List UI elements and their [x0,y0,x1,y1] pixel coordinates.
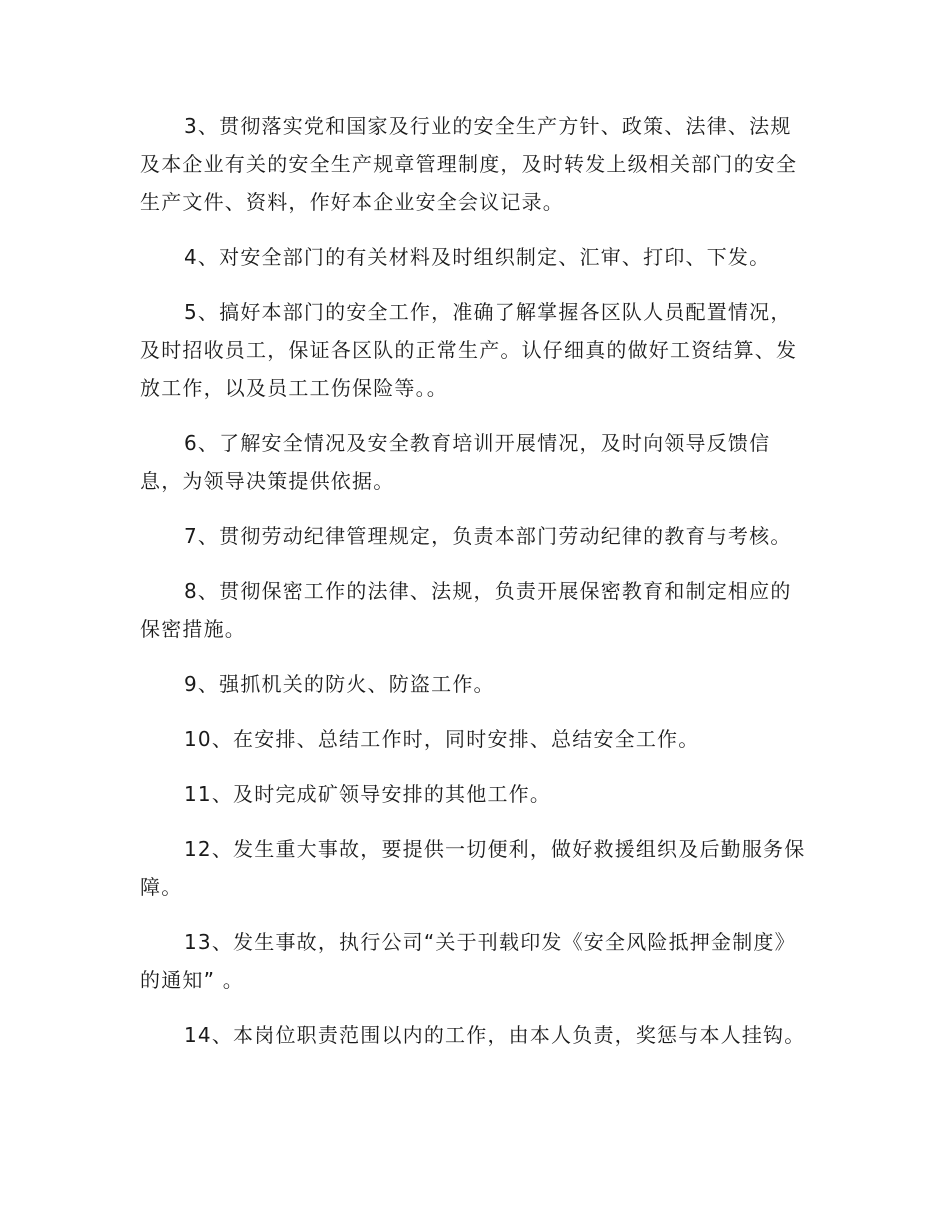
paragraph-item-8: 8、贯彻保密工作的法律、法规，负责开展保密教育和制定相应的保密措施。 [140,579,792,641]
paragraph-item-7: 7、贯彻劳动纪律管理规定，负责本部门劳动纪律的教育与考核。 [184,524,792,548]
paragraph-item-11: 11、及时完成矿领导安排的其他工作。 [184,782,552,806]
paragraph-item-10: 10、在安排、总结工作时，同时安排、总结安全工作。 [184,727,700,751]
paragraph-item-5: 5、搞好本部门的安全工作，准确了解掌握各区队人员配置情况，及时招收员工，保证各区队的正常生产。认仔细真的做好工资结算、发放工作，以及员工工伤保险等。。 [140,300,798,400]
paragraph-item-9: 9、强抓机关的防火、防盗工作。 [184,672,495,696]
paragraph-item-3: 3、贯彻落实党和国家及行业的安全生产方针、政策、法律、法规及本企业有关的安全生产规章管理制度，及时转发上级相关部门的安全生产文件、资料，作好本企业安全会议记录。 [140,114,798,214]
paragraph-item-6: 6、了解安全情况及安全教育培训开展情况，及时向领导反馈信息，为领导决策提供依据。 [140,431,771,493]
document-body [140,107,812,1071]
paragraph-item-13: 13、发生事故，执行公司“关于刊载印发《安全风险抵押金制度》的通知” 。 [140,930,796,992]
paragraph-item-14: 14、本岗位职责范围以内的工作，由本人负责，奖惩与本人挂钩。 [184,1023,806,1047]
paragraph-item-4: 4、对安全部门的有关材料及时组织制定、汇审、打印、下发。 [184,245,771,269]
paragraph-item-12: 12、发生重大事故，要提供一切便利，做好救援组织及后勤服务保障。 [140,837,806,899]
